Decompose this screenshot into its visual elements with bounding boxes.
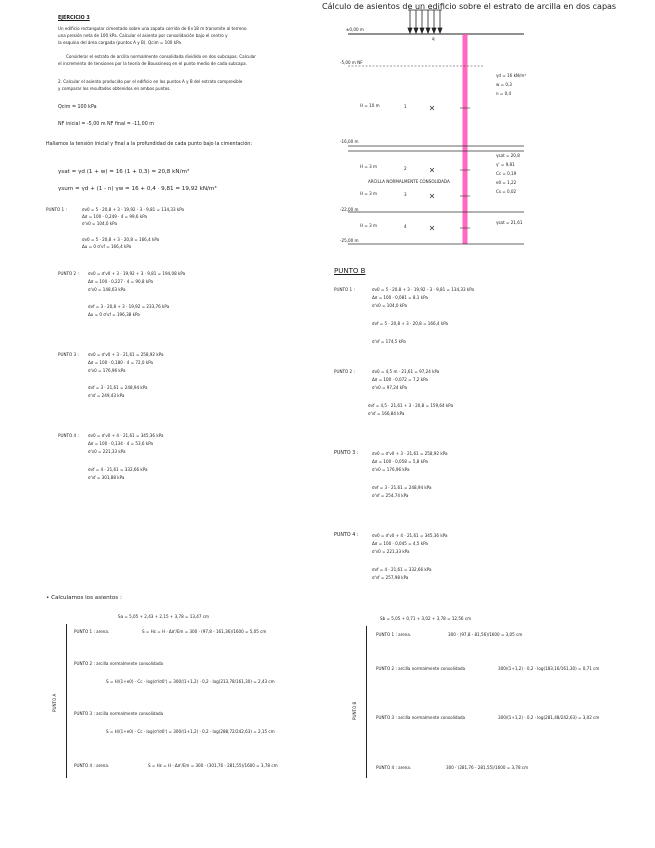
stress-line: σv0 = σ'v0 + 4 · 21,61 = 345,36 kPa (88, 433, 164, 438)
intro-line: y comparar los resultados obtenidos en ambos puntos. (58, 86, 171, 91)
point-mark-label: 3 (404, 192, 407, 197)
settle-row-eq: S = Hε = H · Δσ'/Em = 300 · (97,8 - 161,36)/1600 = 5,05 cm (142, 629, 267, 634)
stress-note: Hallamos la tensión inicial y final a la profundidad de cada punto bajo la cimentación: (46, 142, 252, 147)
point-label: PUNTO 4 : (334, 533, 359, 538)
settle-row-eq: S = H/(1+e0) · Cc · log(σ'/σ0') = 300/(1+1,2) · 0,2 · log(288,72/242,63) = 2,15 cm (106, 729, 275, 734)
profile-top-label: ±0,00 m (346, 27, 364, 32)
stress-line: σ'v0 = 104,0 kPa (82, 221, 117, 226)
water-table-values: NF inicial = -5,00 m NF final = -11,00 m (58, 122, 154, 127)
layer-label: H = 3 m (360, 223, 378, 228)
settle-row-eq: 300/(1+1,2) · 0,2 · log(183,16/161,30) = 0,71 cm (498, 666, 600, 671)
point-b-title: PUNTO B (334, 267, 366, 275)
stress-line: Δσ = 100 · 0,180 · 4 = 72,0 kPa (88, 360, 153, 365)
soil-property: γsat = 20,8 (496, 153, 520, 158)
stress-line: σ'v0 = 104,0 kPa (372, 303, 407, 308)
layer-label: -5,00 m NF (340, 60, 363, 65)
stress-line: σ'vf = 166,84 kPa (368, 411, 405, 416)
gamma-sub: γsum = γd + (1 - n) γw = 16 + 0,4 · 9,81 = 19,92 kN/m³ (58, 186, 217, 192)
intro-line: 2. Calcular el asiento producido por el edificio en los puntos A y B del estrato compresible (58, 79, 243, 84)
settle-row-label: PUNTO 1 : arena. (74, 629, 110, 634)
stress-line: σvf = 3 · 20,8 + 3 · 19,92 = 233,76 kPa (88, 304, 170, 309)
soil-property: γd = 16 kN/m³ (496, 73, 527, 78)
intro-line: una presión neta de 100 kPa. Calcular el asiento por consolidación bajo el centro y (58, 33, 228, 38)
settle-a-total: Sa = 5,05 + 2,43 + 2,15 + 3,78 = 13,47 cm (118, 614, 209, 619)
settle-row-eq: S = H/(1+e0) · Cc · log(σ'/σ0') = 300/(1+1,2) · 0,2 · log(213,78/161,30) = 2,43 cm (106, 679, 275, 684)
stress-line: Δu = 0 σ'vf = 196,38 kPa (88, 312, 140, 317)
stress-line: σ'vf = 301,88 kPa (88, 475, 125, 480)
stress-line: σv0 = σ'v0 + 3 · 21,61 = 258,92 kPa (372, 451, 448, 456)
stress-line: σvf = 3 · 21,61 = 248,94 kPa (88, 385, 148, 390)
settle-a-bracket (66, 624, 67, 778)
settle-row-label: PUNTO 3 : arcilla normalmente consolidada (376, 715, 466, 720)
layer-label: ARCILLA NORMALMENTE CONSOLIDADA (368, 179, 450, 184)
soil-property: γsat = 21,61 (496, 220, 523, 225)
point-mark-label: 1 (404, 104, 407, 109)
stress-line: σ'v0 = 148,63 kPa (88, 287, 126, 292)
stress-line: σ'v0 = 176,96 kPa (372, 467, 410, 472)
point-marks (430, 106, 434, 230)
intro-line: la esquina del área cargada (puntos A y B). Qcim = 100 kPa (58, 40, 181, 45)
stress-line: σ'v0 = 176,96 kPa (88, 368, 126, 373)
settle-row-label: PUNTO 3 : arcilla normalmente consolidada (74, 711, 164, 716)
qcim-value: Qcim = 100 kPa (58, 105, 97, 110)
settle-row-label: PUNTO 4 : arena. (376, 765, 412, 770)
gamma-sat: γsat = γd (1 + w) = 16 (1 + 0,3) = 20,8 kN/m³ (58, 169, 190, 175)
point-label: PUNTO 1 : (46, 207, 67, 212)
settle-b-bracket (366, 626, 367, 778)
stress-line: σ'vf = 249,43 kPa (88, 393, 125, 398)
intro-line: Considerar el estrato de arcilla normalmente consolidada dividido en dos subcapas. Calcular (66, 54, 256, 59)
soil-property: w = 0,3 (496, 82, 512, 87)
stress-line: σv0 = 4,5 m · 21,61 = 97,24 kPa (372, 369, 440, 374)
load-arrows (408, 10, 442, 33)
settle-row-eq: 300 · (97,8 - 81,56)/1600 = 3,05 cm (448, 632, 523, 637)
settle-row-eq: S = Hε = H · Δσ'/Em = 300 · (301,76 - 281,55)/1600 = 3,78 cm (148, 763, 278, 768)
layer-label: H = 10 m (360, 103, 380, 108)
page-title: Cálculo de asientos de un edificio sobre el estrato de arcilla en dos capas (322, 2, 617, 11)
settle-b-side-label: PUNTO B (352, 701, 357, 720)
settle-row-label: PUNTO 2 : arcilla normalmente consolidada (74, 661, 164, 666)
stress-line: Δσ = 100 · 0,249 · 4 = 99,6 kPa (82, 214, 147, 219)
stress-line: σv0 = 5 · 20,8 + 3 · 19,92 - 3 · 9,81 = 134,33 kPa (372, 287, 475, 292)
stress-line: Δσ = 100 · 0,134 · 4 = 53,6 kPa (88, 441, 153, 446)
stress-line: Δu = 0 σ'vf = 166,4 kPa (82, 244, 132, 249)
layer-label: -22,00 m (340, 207, 359, 212)
settle-row-eq: 300/(1+1,2) · 0,2 · log(281,48/242,63) = 3,02 cm (498, 715, 600, 720)
layer-label: H = 3 m (360, 191, 378, 196)
exercise-header: EJERCICIO 3 (58, 16, 90, 21)
settlements-title: • Calculamos los asientos : (46, 595, 122, 601)
stress-line: Δσ = 100 · 0,045 = 4,5 kPa (372, 541, 428, 546)
layer-label: H = 3 m (360, 164, 378, 169)
layer-label: -25,00 m (340, 238, 359, 243)
stress-line: Δσ = 100 · 0,072 = 7,2 kPa (372, 377, 428, 382)
stress-line: σvf = 4 · 21,61 = 332,66 kPa (372, 567, 432, 572)
stress-line: σv0 = 5 · 20,8 + 3 · 19,92 - 3 · 9,81 = 134,33 kPa (82, 207, 185, 212)
stress-line: σ'v0 = 221,33 kPa (88, 449, 126, 454)
stress-line: σ'v0 = 97,24 kPa (372, 385, 407, 390)
point-label: PUNTO 2 : (58, 271, 79, 276)
stress-line: σ'vf = 174,5 kPa (372, 339, 406, 344)
intro-line: Un edificio rectangular cimentado sobre una zapata corrida de 6×18 m transmite al terreno (58, 26, 247, 31)
settle-row-label: PUNTO 1 : arena. (376, 632, 412, 637)
settle-row-label: PUNTO 2 : arcilla normalmente consolidada (376, 666, 466, 671)
stress-line: σvf = 3 · 21,61 = 248,94 kPa (372, 485, 432, 490)
layer-label: -16,00 m (340, 139, 359, 144)
point-mark-label: 2 (404, 166, 407, 171)
stress-line: σvf = 5 · 20,8 + 3 · 20,8 = 166,4 kPa (372, 321, 448, 326)
stress-line: σvf = 4 · 21,61 = 332,66 kPa (88, 467, 148, 472)
profile-q-label: q (432, 36, 435, 41)
stress-line: Δσ = 100 · 0,227 · 4 = 90,8 kPa (88, 279, 153, 284)
stress-line: σ'vf = 257,98 kPa (372, 575, 409, 580)
settle-row-label: PUNTO 4 : arena. (74, 763, 110, 768)
point-label: PUNTO 2 : (334, 369, 355, 374)
stress-line: σvf = 4,5 · 21,61 + 3 · 20,8 = 159,64 kPa (368, 403, 454, 408)
soil-property: n = 0,4 (496, 91, 512, 96)
stress-line: Δσ = 100 · 0,058 = 5,8 kPa (372, 459, 428, 464)
soil-profile-diagram (334, 8, 534, 248)
point-label: PUNTO 4 : (58, 433, 79, 438)
stress-line: σ'v0 = 221,33 kPa (372, 549, 410, 554)
stress-line: σ'vf = 254,74 kPa (372, 493, 409, 498)
point-label: PUNTO 1 : (334, 287, 355, 292)
stress-line: σv0 = 5 · 20,8 + 3 · 20,8 = 166,4 kPa (82, 237, 160, 242)
settle-row-eq: 300 · (281,76 - 281,55)/1600 = 3,78 cm (446, 765, 529, 770)
point-mark-label: 4 (404, 224, 407, 229)
soil-property: Cs = 0,02 (496, 189, 517, 194)
soil-property: γ' = 9,81 (496, 162, 515, 167)
soil-property: Cc = 0,19 (496, 171, 517, 176)
point-label: PUNTO 3 : (334, 451, 359, 456)
intro-line: el incremento de tensiones por la teoría de Boussinesq en el punto medio de cada subcapa. (58, 61, 247, 66)
stress-line: Δσ = 100 · 0,081 = 8,1 kPa (372, 295, 428, 300)
settle-b-total: Sb = 5,05 + 0,71 + 3,02 + 3,78 = 12,56 cm (380, 616, 472, 621)
settle-a-side-label: PUNTO A (52, 693, 57, 712)
stress-line: σv0 = σ'v0 + 4 · 21,61 = 345,36 kPa (372, 533, 448, 538)
stress-line: σv0 = σ'v0 + 3 · 21,61 = 258,92 kPa (88, 352, 164, 357)
soil-property: e0 = 1,22 (496, 180, 517, 185)
point-label: PUNTO 3 : (58, 352, 79, 357)
stress-line: σv0 = σ'v0 + 3 · 19,92 + 3 · 9,81 = 194,08 kPa (88, 271, 186, 276)
